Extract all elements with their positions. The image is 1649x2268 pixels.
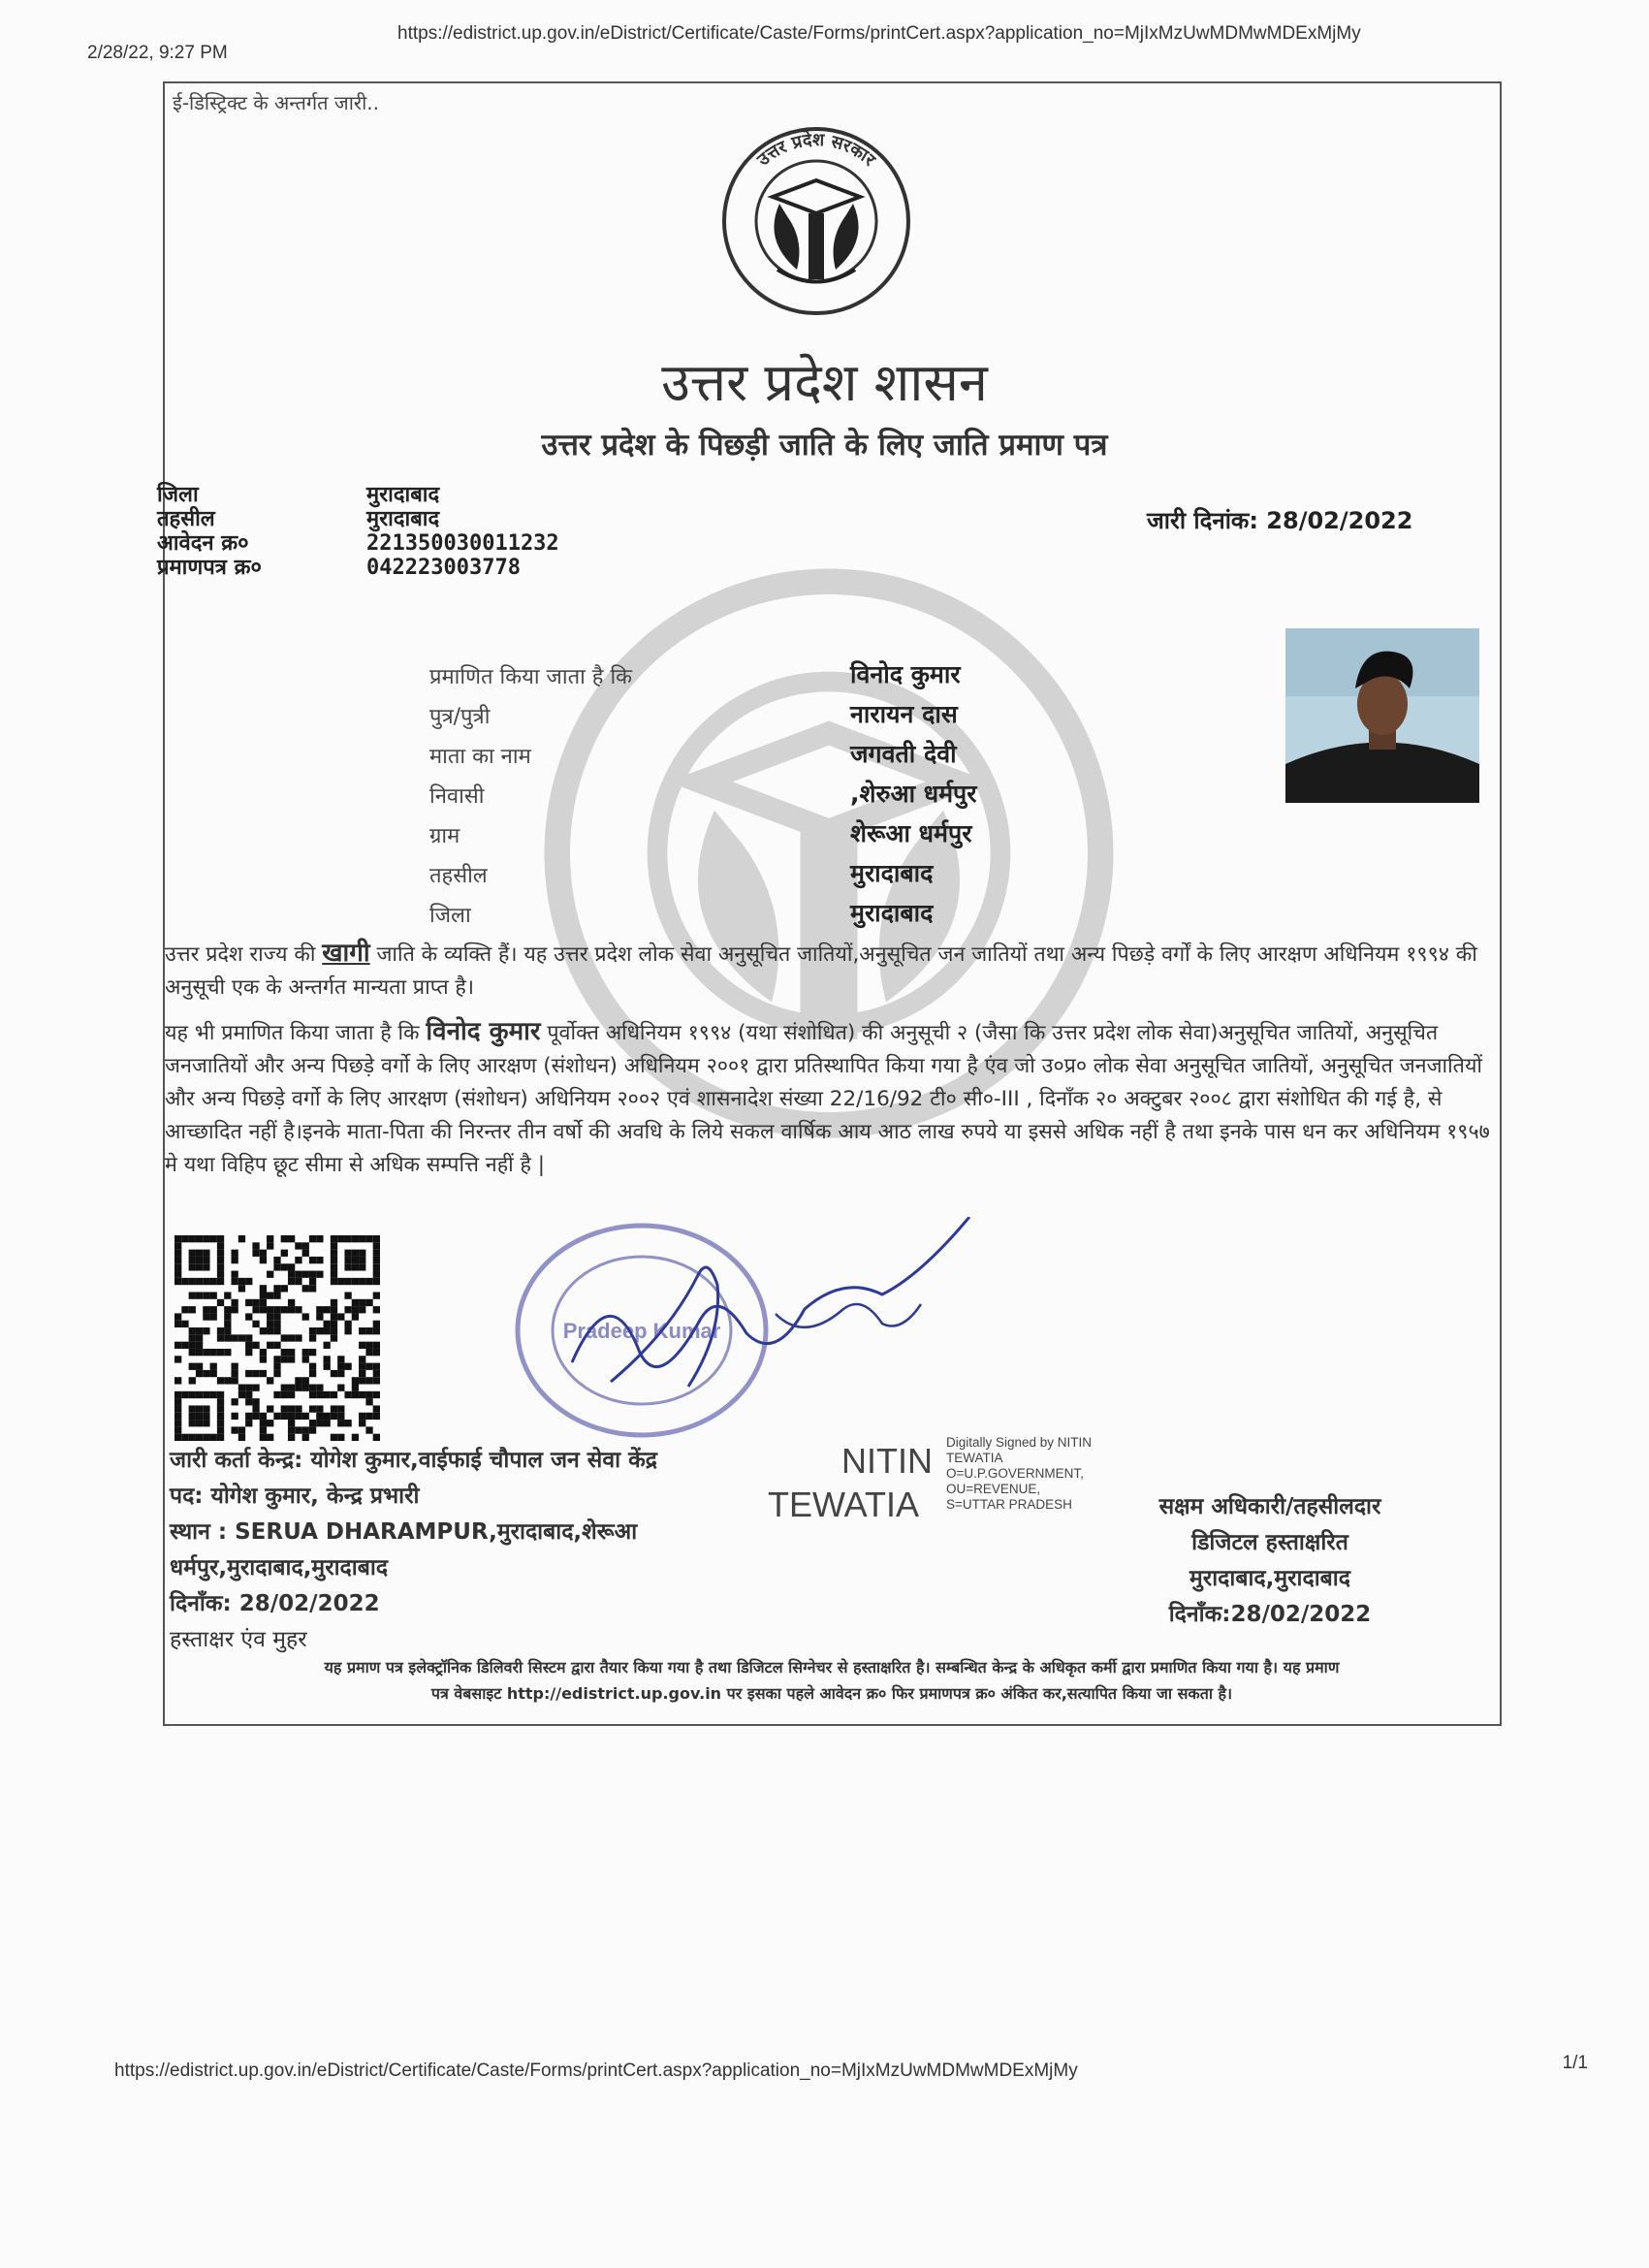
signature-details	[946, 1435, 1092, 1513]
detail-value: मुरादाबाद	[850, 859, 934, 887]
para1-post: जाति के व्यक्ति हैं। यह उत्तर प्रदेश लोक सेवा अनुसूचित जातियों,अनुसूचित जन जातियों तथा अन्य पिछड़े वर्गों के लिए आरक्षण अधिनियम १९९४ की अनुसूची एक के अन्तर्गत मान्यता प्राप्त है।	[165, 942, 1477, 1000]
detail-value: शेरूआ धर्मपुर	[850, 819, 972, 847]
applicant-name-inline: विनोद कुमार	[426, 1017, 541, 1046]
certificate-subtitle: उत्तर प्रदेश के पिछड़ी जाति के लिए जाति प्रमाण पत्र	[541, 428, 1108, 463]
signature-detail-line: O=U.P.GOVERNMENT,	[946, 1466, 1084, 1481]
detail-value: नारायन दास	[850, 700, 958, 728]
meta-certificate-row	[157, 556, 559, 580]
certificate-no-value: 042223003778	[366, 556, 521, 580]
application-no-label: आवेदन क्र०	[157, 531, 249, 556]
detail-label: तहसील	[429, 864, 488, 888]
issuer-details	[170, 1443, 657, 1658]
government-title: उत्तर प्रदेश शासन	[661, 352, 988, 413]
detail-value: विनोद कुमार	[850, 660, 961, 688]
meta-district-row	[157, 483, 559, 507]
issuer-place-line1: स्थान : SERUA DHARAMPUR,मुरादाबाद,शेरूआ	[170, 1519, 638, 1545]
detail-label: निवासी	[429, 784, 485, 809]
print-footer-url[interactable]: https://edistrict.up.gov.in/eDistrict/Certificate/Caste/Forms/printCert.aspx?application_no=MjIxMzUwMDMwMDExMjMy	[114, 2060, 1078, 2081]
caste-name: खागी	[322, 939, 370, 968]
handwritten-signature	[553, 1217, 979, 1411]
officer-signed: डिजिटल हस्ताक्षरित	[1191, 1530, 1348, 1555]
print-header-url[interactable]: https://edistrict.up.gov.in/eDistrict/Certificate/Caste/Forms/printCert.aspx?application_no=MjIxMzUwMDMwMDExMjMy	[397, 23, 1361, 44]
detail-value: ,शेरुआ धर्मपुर	[850, 780, 977, 808]
signature-detail-line: S=UTTAR PRADESH	[946, 1497, 1072, 1512]
application-no-value: 221350030011232	[366, 531, 559, 556]
sign-and-seal-label: हस्ताक्षर एंव मुहर	[170, 1627, 307, 1652]
stamp-text: Pradeep Kumar	[562, 1319, 721, 1343]
certificate-meta	[157, 483, 559, 580]
issuer-post: पद: योगेश कुमार, केन्द्र प्रभारी	[170, 1484, 420, 1509]
print-footer	[114, 2053, 1588, 2082]
para2-pre: यह भी प्रमाणित किया जाता है कि	[165, 1021, 427, 1045]
issued-under-note: ई-डिस्ट्रिक्ट के अन्तर्गत जारी..	[173, 91, 379, 114]
creamy-layer-paragraph	[165, 1015, 1501, 1182]
tehsil-value: मुरादाबाद	[366, 507, 440, 531]
detail-label: पुत्र/पुत्री	[429, 705, 491, 729]
disclaimer-line1: यह प्रमाण पत्र इलेक्ट्रॉनिक डिलिवरी सिस्टम द्वारा तैयार किया गया है तथा डिजिटल सिग्नेचर से हस्ताक्षरित है। सम्बन्धित केन्द्र के अधिकृत कर्मी द्वारा प्रमाणित किया गया है। यह प्रमाण	[324, 1658, 1340, 1677]
issue-date: जारी दिनांक: 28/02/2022	[1147, 507, 1413, 534]
verification-disclaimer	[167, 1654, 1497, 1707]
signature-detail-line: Digitally Signed by NITIN	[946, 1435, 1093, 1450]
district-label: जिला	[157, 483, 199, 507]
digital-signature	[760, 1433, 1167, 1530]
print-timestamp: 2/28/22, 9:27 PM	[87, 43, 228, 63]
detail-label: प्रमाणित किया जाता है कि	[429, 665, 633, 689]
disclaimer-line2: पत्र वेबसाइट http://edistrict.up.gov.in पर इसका पहले आवेदन क्र० फिर प्रमाणपत्र क्र० अंकित कर,सत्यापित किया जा सकता है।	[430, 1684, 1233, 1703]
certificate-no-label: प्रमाणपत्र क्र०	[157, 556, 262, 580]
svg-text:उत्तर प्रदेश सरकार	[753, 129, 880, 171]
officer-date: दिनाँक:28/02/2022	[1168, 1602, 1372, 1627]
detail-label: जिला	[429, 904, 471, 928]
applicant-photo	[1285, 628, 1479, 803]
officer-place: मुरादाबाद,मुरादाबाद	[1189, 1566, 1350, 1591]
issuer-date: दिनाँक: 28/02/2022	[170, 1591, 380, 1616]
officer-title: सक्षम अधिकारी/तहसीलदार	[1158, 1494, 1381, 1519]
detail-label: ग्राम	[429, 824, 460, 848]
meta-tehsil-row	[157, 507, 559, 531]
verification-qr-code	[174, 1235, 380, 1441]
meta-application-row	[157, 531, 559, 556]
detail-value: जगवती देवी	[850, 740, 957, 768]
detail-value: मुरादाबाद	[850, 899, 934, 927]
signature-detail-line: TEWATIA	[946, 1451, 1003, 1465]
issuing-center: जारी कर्ता केन्द्र: योगेश कुमार,वाईफाई चौपाल जन सेवा केंद्र	[170, 1448, 657, 1473]
issuer-place-line2: धर्मपुर,मुरादाबाद,मुरादाबाद	[170, 1555, 389, 1581]
detail-label: माता का नाम	[429, 745, 531, 769]
para1-pre: उत्तर प्रदेश राज्य की	[165, 942, 323, 967]
page-number: 1/1	[1562, 2053, 1588, 2073]
emblem-ring-text: उत्तर प्रदेश सरकार	[753, 129, 879, 171]
caste-statement-paragraph	[165, 937, 1501, 1005]
signer-name-line2: TEWATIA	[768, 1485, 919, 1524]
para2-post: पूर्वोक्त अधिनियम १९९४ (यथा संशोधित) की अनुसूची २ (जैसा कि उत्तर प्रदेश लोक सेवा)अनुसूचित जातियों, अनुसूचित जनजातियों और अन्य पिछड़े वर्गो के लिए आरक्षण (संशोधन) अधिनियम २००१ द्वारा प्रतिस्थापित किया गया है एंव जो उ०प्र० लोक सेवा अनुसूचित जातियों, अनुसूचित जनजातियों और अन्य पिछड़े वर्गो के लिए आरक्षण (संशोधन) अधिनियम २००२ एवं शासनादेश संख्या 22/16/92 टी० सी०-III , दिनाँक २० अक्टुबर २००८ द्वारा संशोधित की गई है, से आच्छादित नहीं है।इनके माता-पिता की निरन्तर तीन वर्षो की अवधि के लिये सकल वार्षिक आय आठ लाख रुपये या इससे अधिक नहीं है तथा इनके पास धन कर अधिनियम १९५७ मे यथा विहिप छूट सीमा से अधिक सम्पत्ति नहीं है |	[165, 1021, 1490, 1177]
competent-officer	[1125, 1489, 1415, 1633]
signer-name-line1: NITIN	[841, 1441, 933, 1481]
up-government-emblem	[719, 124, 913, 318]
tehsil-label: तहसील	[157, 507, 215, 531]
district-value: मुरादाबाद	[366, 483, 440, 507]
signature-detail-line: OU=REVENUE,	[946, 1482, 1041, 1496]
